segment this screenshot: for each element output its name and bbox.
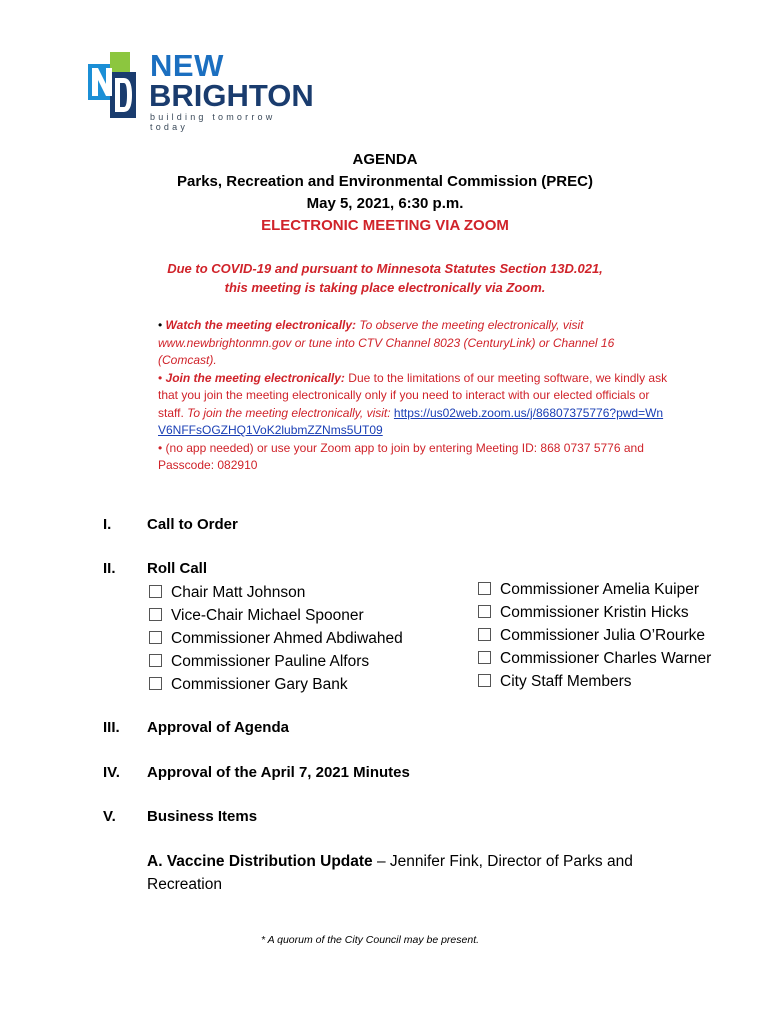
bullet-icon: • <box>158 370 163 385</box>
checkbox-icon[interactable] <box>149 654 162 667</box>
section-number: II. <box>103 560 116 577</box>
list-item: Vice-Chair Michael Spooner <box>149 604 403 627</box>
checkbox-icon[interactable] <box>478 674 491 687</box>
section-title-approval-of-minutes: Approval of the April 7, 2021 Minutes <box>147 764 410 781</box>
commission-name: Parks, Recreation and Environmental Commission (PREC) <box>177 173 593 190</box>
covid-notice-line1: Due to COVID-19 and pursuant to Minnesota Statutes Section 13D.021, <box>167 261 603 276</box>
checkbox-icon[interactable] <box>149 608 162 621</box>
logo-word-brighton: BRIGHTON <box>149 78 314 113</box>
checkbox-icon[interactable] <box>149 585 162 598</box>
section-number: IV. <box>103 764 120 781</box>
list-item: Commissioner Charles Warner <box>478 647 711 670</box>
bullet-icon: • <box>158 318 163 332</box>
checkbox-icon[interactable] <box>478 582 491 595</box>
list-item: City Staff Members <box>478 670 711 693</box>
app-instructions <box>158 440 668 475</box>
watch-text: To observe the meeting electronically, visit www.newbrightonmn.gov or tune into CTV Channel 8023 (CenturyLink) or Channel 16 (Comcast). <box>158 318 615 367</box>
business-item-letter: A. <box>147 853 163 870</box>
new-brighton-logo <box>82 48 314 132</box>
section-number: I. <box>103 516 112 533</box>
list-item: Commissioner Kristin Hicks <box>478 601 711 624</box>
meeting-date: May 5, 2021, 6:30 p.m. <box>306 195 464 212</box>
zoom-link[interactable]: https://us02web.zoom.us/j/86807375776?pwd=WnV6NFFsOGZHQ1VoK2lubmZZNms5UT09 <box>158 405 664 437</box>
bullet-icon: • <box>158 440 163 455</box>
section-title-approval-of-agenda: Approval of Agenda <box>147 719 289 736</box>
section-number: V. <box>103 808 116 825</box>
checkbox-icon[interactable] <box>149 677 162 690</box>
list-item: Commissioner Julia O’Rourke <box>478 624 711 647</box>
checkbox-icon[interactable] <box>478 651 491 664</box>
list-item: Commissioner Pauline Alfors <box>149 650 403 673</box>
quorum-footnote: * A quorum of the City Council may be present. <box>260 934 480 946</box>
agenda-title: AGENDA <box>352 151 418 168</box>
covid-notice-line2: this meeting is taking place electronically via Zoom. <box>224 280 546 295</box>
logo-word-new: NEW <box>150 48 224 83</box>
watch-label: Watch the meeting electronically: <box>165 318 357 332</box>
section-title-business-items: Business Items <box>147 808 258 825</box>
business-item-presenter: – Jennifer Fink, Director of Parks and Recreation <box>147 853 633 893</box>
new-brighton-logo-mark <box>82 50 148 122</box>
section-number: III. <box>103 719 120 736</box>
section-title-roll-call: Roll Call <box>147 560 208 577</box>
checkbox-icon[interactable] <box>478 605 491 618</box>
roll-call-left-column <box>149 581 403 696</box>
watch-instructions <box>158 317 668 370</box>
join-label: Join the meeting electronically: <box>165 370 345 385</box>
meeting-instructions <box>158 317 668 475</box>
list-item: Commissioner Gary Bank <box>149 673 403 696</box>
join-visit-text: To join the meeting electronically, visit: <box>187 405 391 420</box>
logo-tagline: building tomorrow today <box>150 112 276 132</box>
business-item-title: Vaccine Distribution Update <box>166 853 373 870</box>
app-text: (no app needed) or use your Zoom app to join by entering Meeting ID: 868 0737 5776 and Passcode: 082910 <box>158 440 644 472</box>
business-item <box>147 850 667 896</box>
list-item: Commissioner Ahmed Abdiwahed <box>149 627 403 650</box>
section-title-call-to-order: Call to Order <box>147 516 238 533</box>
meeting-type: ELECTRONIC MEETING VIA ZOOM <box>261 217 509 234</box>
checkbox-icon[interactable] <box>149 631 162 644</box>
list-item: Commissioner Amelia Kuiper <box>478 578 711 601</box>
list-item: Chair Matt Johnson <box>149 581 403 604</box>
join-instructions <box>158 370 668 440</box>
checkbox-icon[interactable] <box>478 628 491 641</box>
roll-call-right-column <box>478 578 711 693</box>
join-text: Due to the limitations of our meeting software, we kindly ask that you join the meeting electronically only if you need to interact with our elected officials or staff. <box>158 370 668 420</box>
